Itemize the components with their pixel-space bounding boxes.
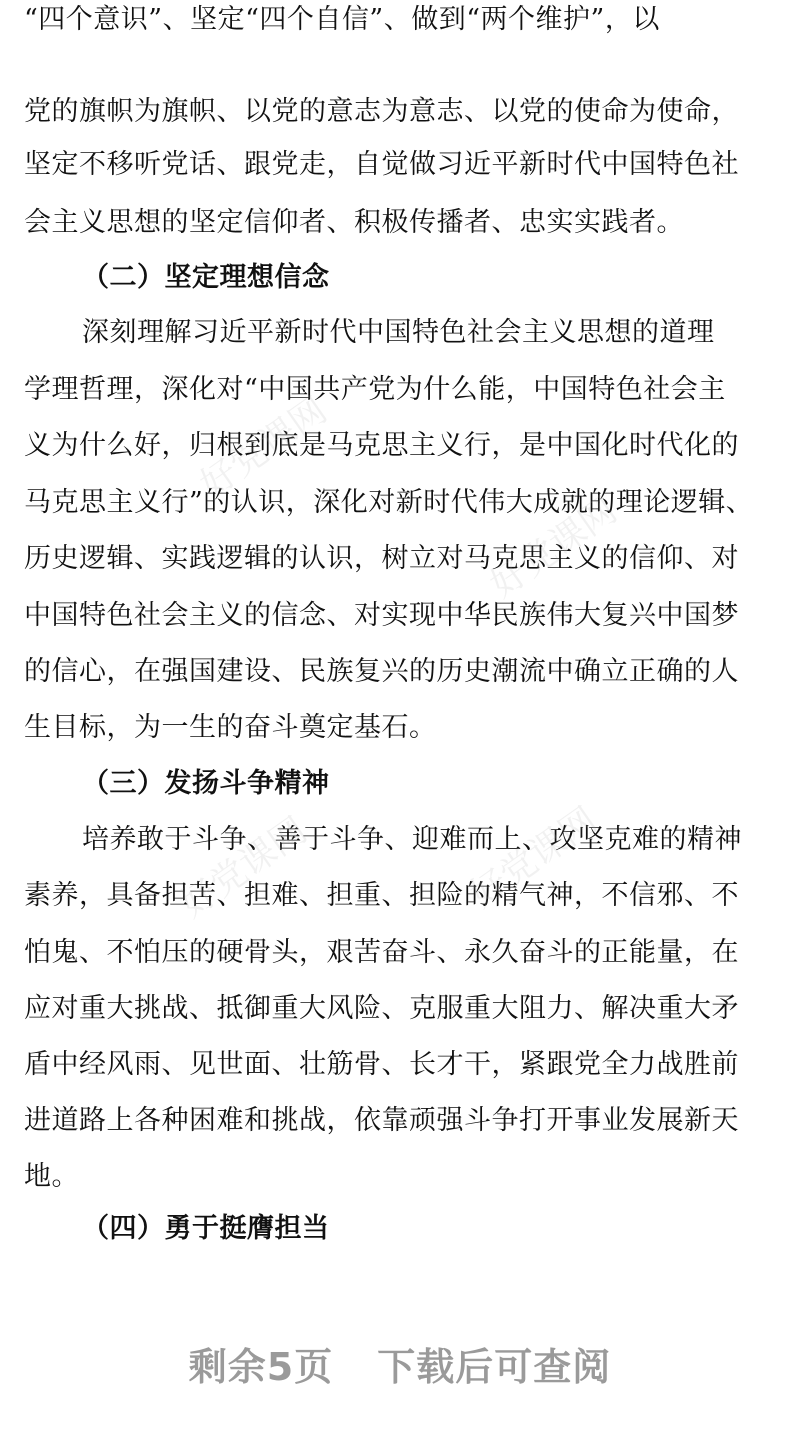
- remaining-pages-label: 剩余5页: [188, 1345, 334, 1389]
- paragraph-line: 培养敢于斗争、善于斗争、迎难而上、攻坚克难的精神: [82, 824, 742, 855]
- watermark: 好党课网: [462, 799, 605, 917]
- paragraph-line: 盾中经风雨、见世面、壮筋骨、长才干，紧跟党全力战胜前: [24, 1049, 739, 1080]
- paragraph-line: 学理哲理，深化对“中国共产党为什么能，中国特色社会主: [24, 374, 726, 405]
- paragraph-line: 义为什么好，归根到底是马克思主义行，是中国化时代化的: [24, 430, 739, 461]
- download-prompt[interactable]: [0, 1336, 800, 1391]
- paragraph-line: “四个意识”、坚定“四个自信”、做到“两个维护”，以: [24, 4, 660, 35]
- paragraph-line: 的信心，在强国建设、民族复兴的历史潮流中确立正确的人: [24, 656, 739, 687]
- section-heading-2: （二）坚定理想信念: [82, 262, 330, 293]
- watermark: 好党课网: [172, 809, 315, 927]
- paragraph-line: 马克思主义行”的认识，深化对新时代伟大成就的理论逻辑、: [24, 487, 754, 518]
- paragraph-line: 生目标，为一生的奋斗奠定基石。: [24, 712, 437, 743]
- section-heading-3: （三）发扬斗争精神: [82, 768, 330, 799]
- paragraph-line: 历史逻辑、实践逻辑的认识，树立对马克思主义的信仰、对: [24, 543, 739, 574]
- paragraph-line: 应对重大挑战、抵御重大风险、克服重大阻力、解决重大矛: [24, 993, 739, 1024]
- paragraph-line: 怕鬼、不怕压的硬骨头，艰苦奋斗、永久奋斗的正能量，在: [24, 937, 739, 968]
- paragraph-line: 素养，具备担苦、担难、担重、担险的精气神，不信邪、不: [24, 880, 739, 911]
- paragraph-line: 坚定不移听党话、跟党走，自觉做习近平新时代中国特色社: [24, 149, 739, 180]
- paragraph-line: 党的旗帜为旗帜、以党的意志为意志、以党的使命为使命，: [24, 96, 739, 127]
- watermark: 好党课网: [192, 389, 335, 507]
- download-to-view-label: 下载后可查阅: [377, 1345, 612, 1389]
- paragraph-line: 会主义思想的坚定信仰者、积极传播者、忠实实践者。: [24, 207, 684, 238]
- paragraph-line: 深刻理解习近平新时代中国特色社会主义思想的道理: [82, 317, 715, 348]
- paragraph-line: 中国特色社会主义的信念、对实现中华民族伟大复兴中国梦: [24, 600, 739, 631]
- paragraph-line: 进道路上各种困难和挑战，依靠顽强斗争打开事业发展新天: [24, 1105, 739, 1136]
- paragraph-line: 地。: [24, 1161, 79, 1192]
- section-heading-4: （四）勇于挺膺担当: [82, 1213, 330, 1244]
- watermark: 好党课网: [482, 489, 625, 607]
